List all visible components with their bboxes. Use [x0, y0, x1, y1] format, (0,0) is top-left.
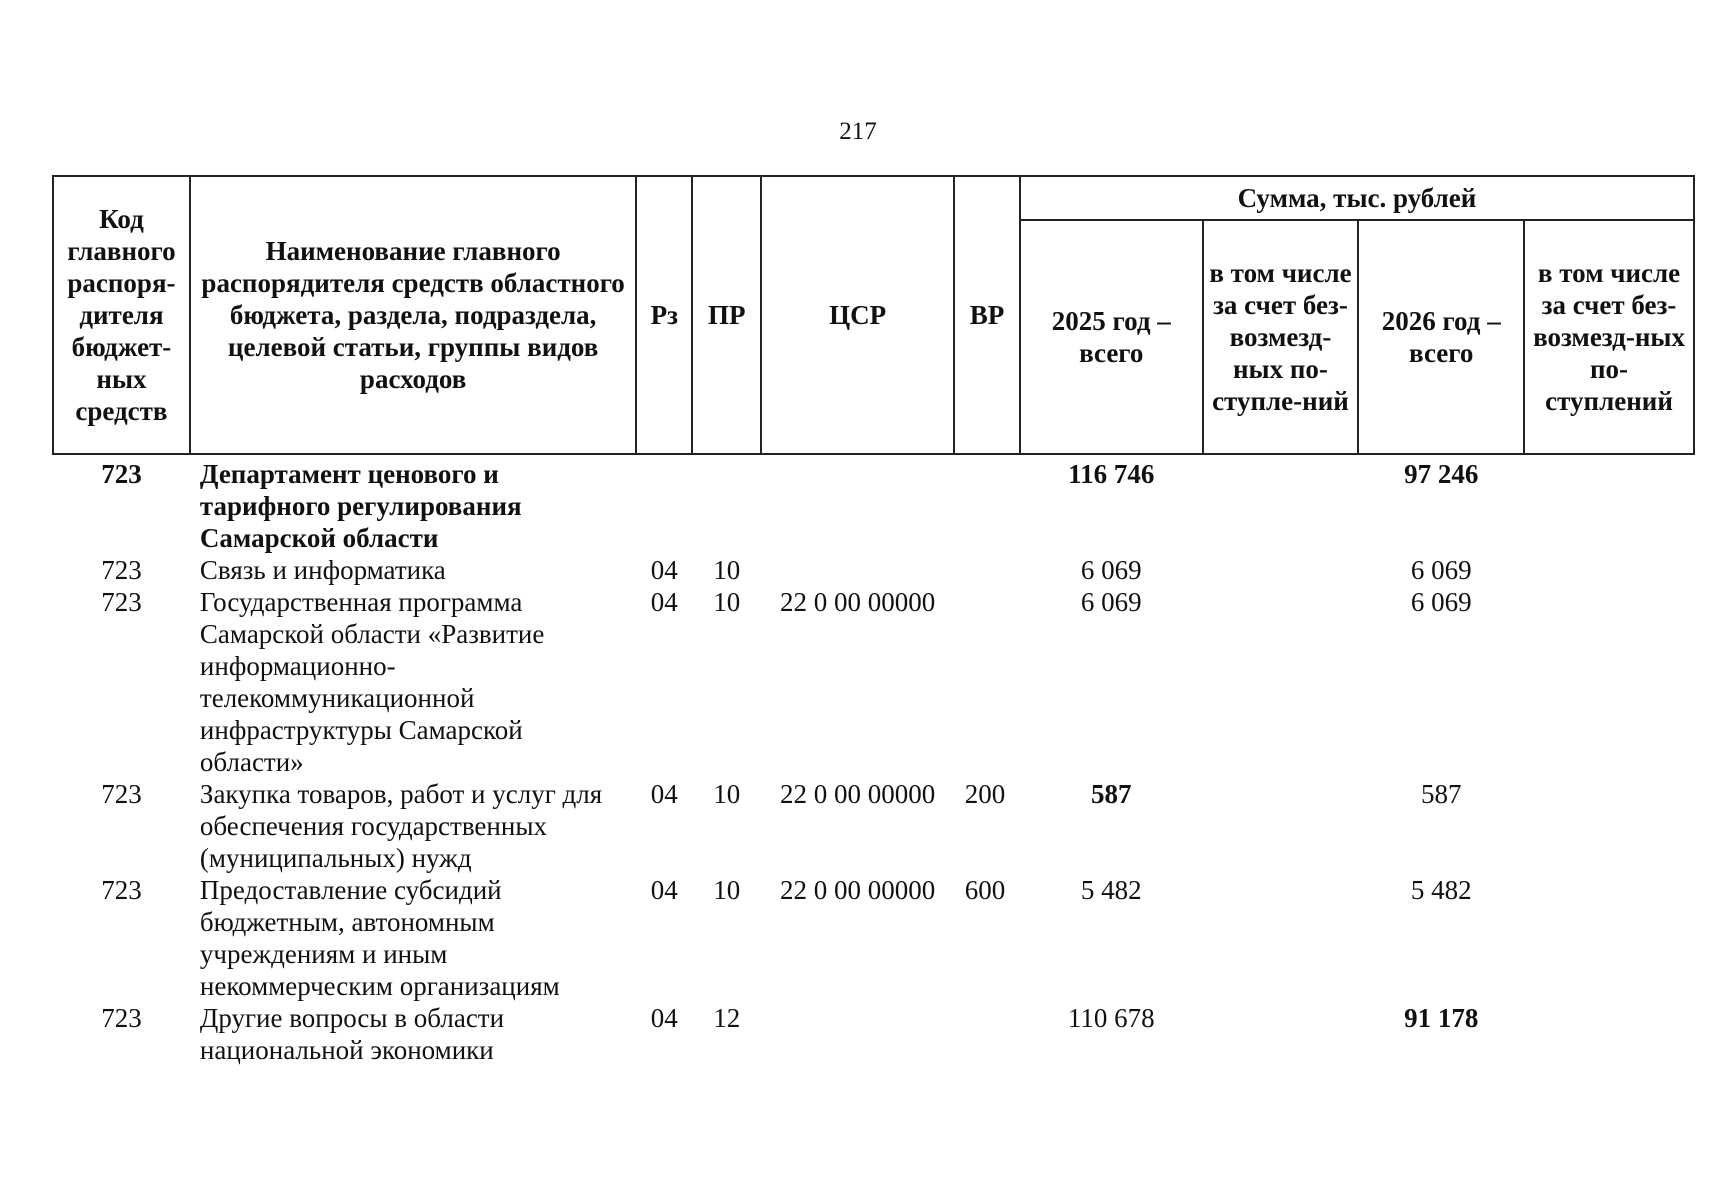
cell-rz: 04 — [650, 587, 678, 617]
header-csr: ЦСР — [761, 176, 954, 454]
header-2026-total: 2026 год – всего — [1358, 220, 1524, 454]
budget-table — [52, 175, 1695, 1066]
cell-2025-grants — [1203, 586, 1359, 778]
cell-pr: 12 — [713, 1003, 741, 1033]
header-pr: ПР — [692, 176, 761, 454]
cell-vr — [954, 554, 1020, 586]
cell-2025-total: 6 069 — [1080, 555, 1142, 585]
header-rz: Рз — [636, 176, 692, 454]
cell-pr: 10 — [713, 587, 741, 617]
header-name: Наименование главного распорядителя средств областного бюджета, раздела, подраздела, целевой статьи, группы видов расходов — [190, 176, 636, 454]
cell-2026-grants — [1524, 454, 1694, 554]
cell-name: Предоставление субсидий бюджетным, автономным учреждениям и иным некоммерческим организациям — [199, 875, 560, 1001]
cell-2026-grants — [1524, 554, 1694, 586]
cell-vr: 200 — [964, 779, 1006, 809]
cell-pr — [692, 454, 761, 554]
cell-code: 723 — [101, 779, 142, 809]
cell-2025-total: 110 678 — [1067, 1003, 1155, 1033]
cell-pr: 10 — [713, 779, 741, 809]
cell-code: 723 — [101, 555, 142, 585]
cell-csr: 22 0 00 00000 — [779, 875, 936, 905]
cell-code: 723 — [101, 459, 142, 489]
header-vr: ВР — [954, 176, 1020, 454]
cell-2025-total: 116 746 — [1068, 459, 1155, 489]
cell-2025-grants — [1203, 778, 1359, 874]
cell-2026-grants — [1524, 874, 1694, 1002]
header-2025-grants: в том числе за счет без-возмезд-ных по-ступле-ний — [1203, 220, 1359, 454]
table-row — [53, 554, 1694, 586]
cell-csr — [761, 554, 954, 586]
cell-2026-grants — [1524, 778, 1694, 874]
cell-2025-grants — [1203, 454, 1359, 554]
header-code: Код главного распоря-дителя бюджет-ных средств — [53, 176, 190, 454]
cell-rz: 04 — [650, 875, 678, 905]
cell-2025-total: 5 482 — [1080, 875, 1142, 905]
page-number: 217 — [839, 118, 877, 145]
cell-code: 723 — [101, 1003, 142, 1033]
cell-2025-total: 587 — [1091, 779, 1132, 809]
cell-2025-grants — [1203, 554, 1359, 586]
cell-code: 723 — [101, 875, 142, 905]
cell-rz: 04 — [650, 779, 678, 809]
cell-2026-total: 6 069 — [1410, 555, 1472, 585]
cell-vr: 600 — [964, 875, 1006, 905]
cell-rz — [636, 454, 692, 554]
cell-name: Закупка товаров, работ и услуг для обеспечения государственных (муниципальных) нужд — [199, 779, 603, 873]
cell-pr: 10 — [713, 555, 741, 585]
cell-csr: 22 0 00 00000 — [779, 779, 936, 809]
cell-2026-total: 6 069 — [1410, 587, 1472, 617]
cell-rz: 04 — [650, 1003, 678, 1033]
cell-2025-grants — [1203, 874, 1359, 1002]
header-2025-total: 2025 год – всего — [1020, 220, 1203, 454]
cell-csr — [761, 454, 954, 554]
cell-2025-grants — [1203, 1002, 1359, 1066]
table-row — [53, 874, 1694, 1002]
cell-csr — [761, 1002, 954, 1066]
table-row — [53, 778, 1694, 874]
cell-rz: 04 — [650, 555, 678, 585]
cell-name: Государственная программа Самарской области «Развитие информационно-телекоммуникационной инфраструктуры Самарской области» — [199, 587, 545, 777]
cell-name: Департамент ценового и тарифного регулирования Самарской области — [199, 459, 522, 553]
table-row — [53, 1002, 1694, 1066]
table-row — [53, 454, 1694, 554]
header-2026-grants: в том числе за счет без-возмезд-ных по-ступлений — [1524, 220, 1694, 454]
cell-2026-total: 97 246 — [1404, 459, 1479, 489]
cell-2026-total: 5 482 — [1410, 875, 1472, 905]
cell-vr — [954, 1002, 1020, 1066]
cell-2025-total: 6 069 — [1080, 587, 1142, 617]
cell-2026-total: 587 — [1420, 779, 1462, 809]
cell-name: Другие вопросы в области национальной экономики — [199, 1003, 505, 1065]
cell-code: 723 — [101, 587, 142, 617]
cell-name: Связь и информатика — [199, 555, 446, 585]
cell-vr — [954, 586, 1020, 778]
cell-pr: 10 — [713, 875, 741, 905]
header-sum-group: Сумма, тыс. рублей — [1020, 176, 1694, 220]
table-row — [53, 586, 1694, 778]
cell-2026-grants — [1524, 1002, 1694, 1066]
cell-2026-grants — [1524, 586, 1694, 778]
cell-csr: 22 0 00 00000 — [779, 587, 936, 617]
cell-vr — [954, 454, 1020, 554]
cell-2026-total: 91 178 — [1404, 1003, 1479, 1033]
